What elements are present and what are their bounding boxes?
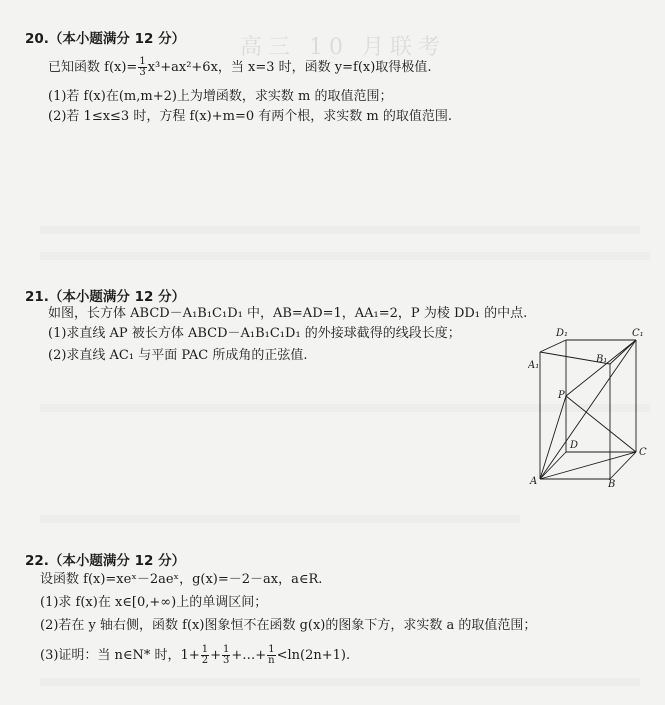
fraction-denominator: 2 [201,655,209,666]
bleed-through-line [40,226,640,234]
vertex-label: D₁ [556,328,569,339]
part-text: +…+ [231,648,267,663]
fraction-numerator: 1 [268,644,275,655]
bleed-through-title: 高三 10 月联考 [240,35,446,60]
bleed-through-line [40,678,640,686]
vertex-label: P [558,390,565,401]
problem-heading: 21.（本小题满分 12 分） [25,289,186,305]
bleed-through-line [40,515,520,523]
fraction-denominator: n [268,655,275,666]
segment-PC1 [566,340,636,396]
problem-intro: 如图，长方体 ABCD－A₁B₁C₁D₁ 中，AB=AD=1，AA₁=2，P 为棱 DD₁ 的中点. [48,306,528,321]
part-text: <ln(2n+1). [276,648,351,663]
vertex-label: B₁ [596,354,608,365]
fraction-numerator: 1 [223,644,230,655]
fraction-denominator: 3 [223,655,230,666]
fraction-numerator: 1 [201,644,209,655]
problem-part [40,645,350,666]
fraction-denominator: 3 [139,67,146,78]
vertex-label: A₁ [528,360,540,371]
problem-heading: 20.（本小题满分 12 分） [25,31,186,47]
bleed-through-line [40,252,650,260]
problem-intro: 设函数 f(x)=xeˣ－2aeˣ，g(x)=－2－ax，a∈R. [40,572,323,587]
cuboid-figure [528,324,653,493]
vertex-label: C [639,447,647,458]
fraction [201,645,209,666]
fraction [138,57,146,78]
segment-AP [540,396,566,479]
problem-part: (1)求直线 AP 被长方体 ABCD－A₁B₁C₁D₁ 的外接球截得的线段长度； [48,326,461,341]
part-text: (3)证明：当 n∈N* 时，1+ [40,648,200,663]
vertex-label: D [570,440,579,451]
fraction [222,645,230,666]
problem-part: (1)若 f(x)在(m,m+2)上为增函数，求实数 m 的取值范围； [48,89,393,104]
problem-intro [48,57,431,78]
vertex-label: C₁ [632,328,644,339]
cuboid-diagram [528,324,653,489]
part-text: + [210,648,221,663]
intro-text: x³+ax²+6x，当 x=3 时，函数 y=f(x)取得极值. [147,60,432,75]
problem-part: (1)求 f(x)在 x∈[0,+∞)上的单调区间； [40,595,268,610]
problem-part: (2)若在 y 轴右侧，函数 f(x)图象恒不在函数 g(x)的图象下方，求实数 a 的取值范围； [40,618,537,633]
segment-AC1 [540,340,636,479]
edge-A1D1 [540,340,566,352]
fraction [267,645,275,666]
segment-AC [540,452,636,479]
problem-part: (2)若 1≤x≤3 时，方程 f(x)+m=0 有两个根，求实数 m 的取值范围. [48,109,452,124]
problem-heading: 22.（本小题满分 12 分） [25,553,186,569]
problem-part: (2)求直线 AC₁ 与平面 PAC 所成角的正弦值. [48,348,308,363]
intro-text: 已知函数 f(x)= [48,60,138,75]
vertex-label: A [530,476,538,487]
vertex-label: B [608,479,616,489]
fraction-numerator: 1 [139,56,146,67]
